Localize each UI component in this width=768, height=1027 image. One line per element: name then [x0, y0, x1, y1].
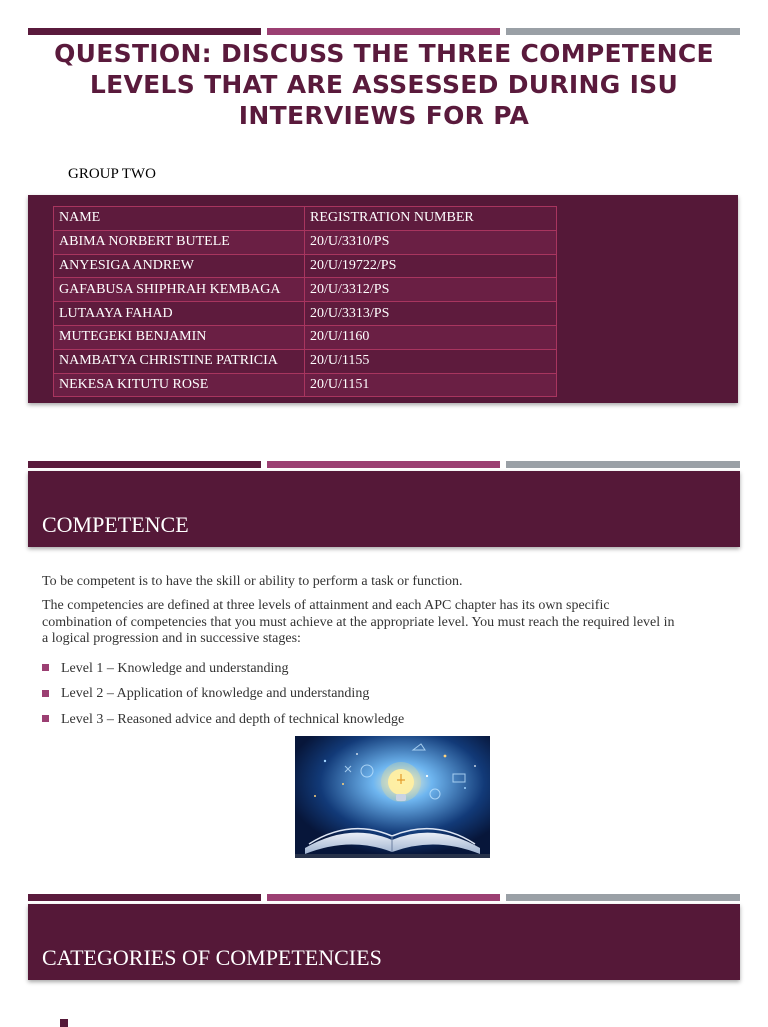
member-registration: 20/U/3313/PS [305, 302, 557, 326]
slide3-header-band [28, 904, 740, 980]
table-row [54, 373, 557, 397]
competence-levels-intro: The competencies are defined at three levels of attainment and each APC chapter has its own specific combination of competencies that you must achieve at the appropriate level. You must reach the required level in a logical progression and in successive stages: [42, 598, 675, 646]
member-registration: 20/U/1155 [305, 349, 557, 373]
competence-definition: To be competent is to have the skill or ability to perform a task or function. [42, 574, 463, 589]
slide2-heading: COMPETENCE [42, 512, 189, 537]
members-table [53, 206, 557, 397]
member-name: LUTAAYA FAHAD [54, 302, 305, 326]
slide3-accent-bars [28, 894, 740, 901]
member-name: NAMBATYA CHRISTINE PATRICIA [54, 349, 305, 373]
lightbulb-over-open-book-icon [295, 736, 490, 858]
member-name: ABIMA NORBERT BUTELE [54, 230, 305, 254]
member-registration: 20/U/3312/PS [305, 278, 557, 302]
level-2-text: Level 2 – Application of knowledge and understanding [61, 686, 370, 702]
member-registration: 20/U/1160 [305, 325, 557, 349]
square-bullet-icon [42, 690, 49, 697]
column-header-name: NAME [54, 207, 305, 231]
table-row [54, 302, 557, 326]
member-registration: 20/U/3310/PS [305, 230, 557, 254]
member-registration: 20/U/1151 [305, 373, 557, 397]
member-name: NEKESA KITUTU ROSE [54, 373, 305, 397]
list-item [42, 707, 404, 733]
level-1-text: Level 1 – Knowledge and understanding [61, 660, 289, 676]
table-row [54, 278, 557, 302]
list-item [42, 682, 404, 708]
slide1-title: QUESTION: DISCUSS THE THREE COMPETENCE LEVELS THAT ARE ASSESSED DURING ISU INTERVIEWS FOR PA [54, 39, 714, 130]
member-registration: 20/U/19722/PS [305, 254, 557, 278]
member-name: MUTEGEKI BENJAMIN [54, 325, 305, 349]
table-row [54, 325, 557, 349]
table-row [54, 349, 557, 373]
table-header-row [54, 207, 557, 231]
slide2-header-band [28, 471, 740, 547]
table-row [54, 230, 557, 254]
slide2-accent-bars [28, 461, 740, 468]
member-name: ANYESIGA ANDREW [54, 254, 305, 278]
competence-levels-list [42, 656, 404, 733]
table-row [54, 254, 557, 278]
member-name: GAFABUSA SHIPHRAH KEMBAGA [54, 278, 305, 302]
slide3-heading: CATEGORIES OF COMPETENCIES [42, 945, 382, 970]
square-bullet-icon [60, 1019, 68, 1027]
list-item [42, 656, 404, 682]
column-header-registration: REGISTRATION NUMBER [305, 207, 557, 231]
square-bullet-icon [42, 715, 49, 722]
square-bullet-icon [42, 664, 49, 671]
members-table-panel [28, 195, 738, 403]
group-label: GROUP TWO [68, 166, 156, 182]
level-3-text: Level 3 – Reasoned advice and depth of technical knowledge [61, 711, 405, 727]
slide1-accent-bars [28, 28, 740, 35]
